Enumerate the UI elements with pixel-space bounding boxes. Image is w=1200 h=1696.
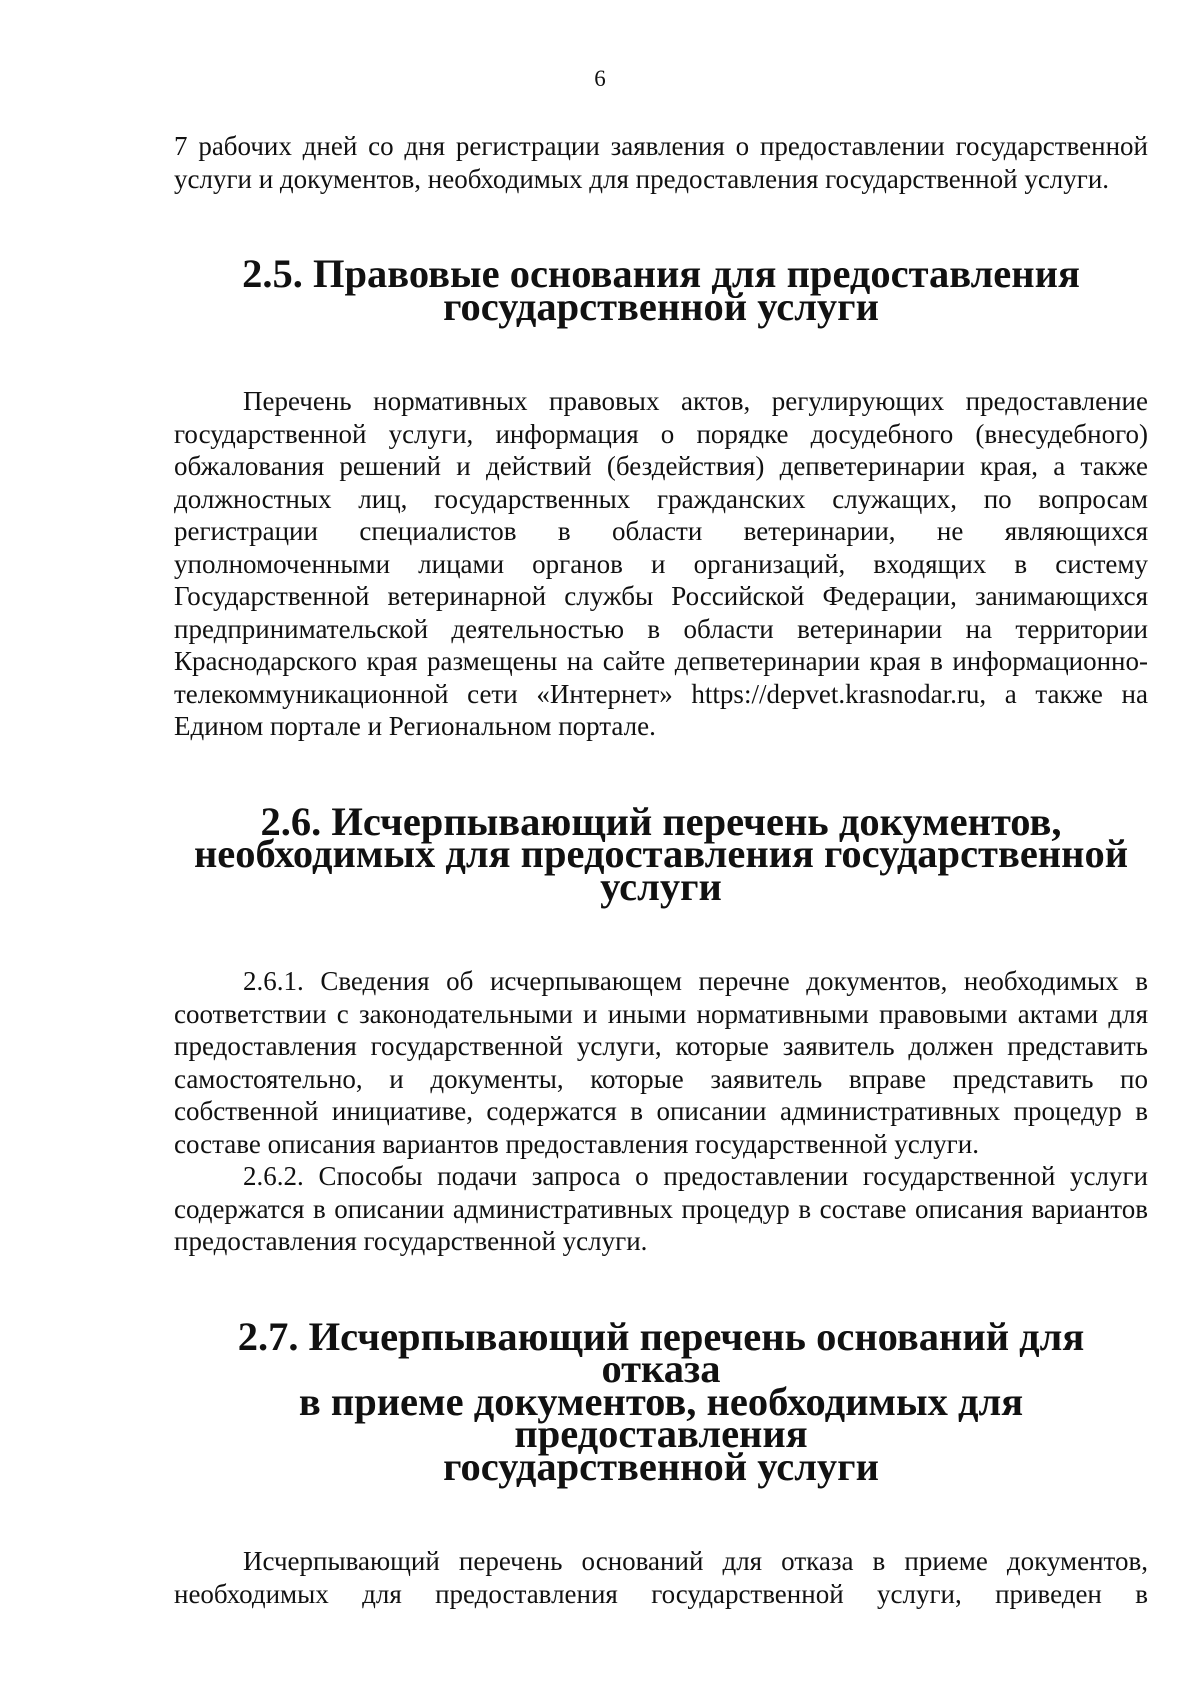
section-2-6-heading <box>174 798 1148 909</box>
section-2-5-paragraph: Перечень нормативных правовых актов, регулирующих предоставление государственной услуги, информация о порядке досудебного (внесудебного) обжалования решений и действий (бездействия) депветеринарии края, а также должностных лиц, государственных гражданских служащих, по вопросам регистрации специалистов в области ветеринарии, не являющихся уполномоченными лицами органов и организаций, входящих в систему Государственной ветеринарной службы Российской Федерации, занимающихся предпринимательской деятельностью в области ветеринарии на территории Краснодарского края размещены на сайте депветеринарии края в информационно-телекоммуникационной сети «Интернет» https://depvet.krasnodar.ru, а также на Едином портале и Региональном портале. <box>174 386 1148 741</box>
section-2-6-2-paragraph: 2.6.2. Способы подачи запроса о предоставлении государственной услуги содержатся в описании административных процедур в составе описания вариантов предоставления государственной услуги. <box>174 1161 1148 1256</box>
heading-line: 2.6. Исчерпывающий перечень документов, <box>260 798 1062 844</box>
heading-line: 2.5. Правовые основания для предоставления <box>242 251 1080 296</box>
page-content <box>174 130 1148 1610</box>
section-2-7-paragraph: Исчерпывающий перечень оснований для отказа в приеме документов, необходимых для предоставления государственной услуги, приведен в <box>174 1546 1148 1609</box>
heading-line: необходимых для предоставления государственной услуги <box>193 831 1129 909</box>
intro-paragraph: 7 рабочих дней со дня регистрации заявления о предоставлении государственной услуги и документов, необходимых для предоставления государственной услуги. <box>174 131 1148 194</box>
heading-line: в приеме документов, необходимых для предоставления <box>298 1378 1024 1456</box>
heading-line: 2.7. Исчерпывающий перечень оснований для отказа <box>237 1313 1085 1391</box>
section-2-6-1-paragraph: 2.6.1. Сведения об исчерпывающем перечне документов, необходимых в соответствии с законодательными и иными нормативными правовыми актами для предоставления государственной услуги, которые заявитель должен представить самостоятельно, и документы, которые заявитель вправе представить по собственной инициативе, содержатся в описании административных процедур в составе описания вариантов предоставления государственной услуги. <box>174 966 1148 1159</box>
heading-line: государственной услуги <box>443 1443 879 1489</box>
section-2-7-heading <box>174 1313 1148 1489</box>
page-number: 6 <box>594 66 606 91</box>
section-2-5-heading <box>174 251 1148 329</box>
heading-line: государственной услуги <box>443 283 879 329</box>
